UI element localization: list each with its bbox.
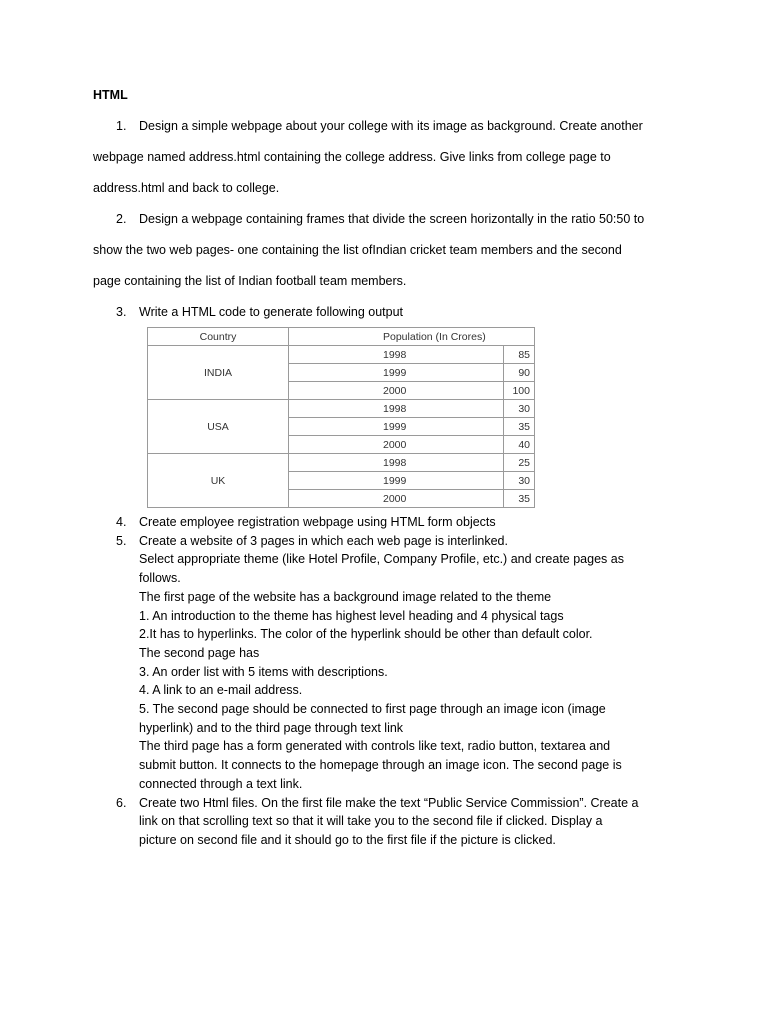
list-number: 3. — [116, 305, 127, 319]
list-text: Create two Html files. On the first file make the text “Public Service Commission”. Create a — [139, 795, 639, 810]
population-table — [147, 327, 535, 508]
list-text-line: 1. An introduction to the theme has highest level heading and 4 physical tags — [139, 608, 564, 623]
list-text-line: 3. An order list with 5 items with descriptions. — [139, 664, 388, 679]
value-cell: 40 — [504, 436, 535, 454]
year-cell: 2000 — [289, 490, 504, 508]
list-text-line: picture on second file and it should go to the first file if the picture is clicked. — [139, 832, 556, 847]
list-text: Create employee registration webpage using HTML form objects — [139, 515, 496, 529]
list-text-line: follows. — [139, 571, 181, 586]
table-row — [148, 454, 535, 472]
country-cell: INDIA — [148, 346, 289, 400]
list-text-line: 4. A link to an e-mail address. — [139, 683, 303, 698]
value-cell: 90 — [504, 364, 535, 382]
list-item — [93, 532, 693, 551]
country-cell: USA — [148, 400, 289, 454]
table-header-row — [148, 328, 535, 346]
country-cell: UK — [148, 454, 289, 508]
header-country: Country — [148, 328, 289, 346]
list-number: 1. — [116, 119, 127, 133]
list-text: Create a website of 3 pages in which each web page is interlinked. — [139, 533, 508, 548]
list-item — [93, 111, 693, 142]
value-cell: 30 — [504, 400, 535, 418]
year-cell: 1998 — [289, 400, 504, 418]
year-cell: 1999 — [289, 364, 504, 382]
list-text-line: 5. The second page should be connected to first page through an image icon (image — [139, 702, 606, 717]
value-cell: 30 — [504, 472, 535, 490]
list-text: Design a simple webpage about your college with its image as background. Create another — [139, 119, 643, 133]
list-text-line: submit button. It connects to the homepage through an image icon. The second page is — [139, 758, 622, 773]
list-number: 6. — [116, 795, 127, 810]
list-number: 5. — [116, 533, 127, 548]
tight-list — [93, 513, 693, 850]
list-text-line: The second page has — [139, 645, 260, 660]
list-text-line: connected through a text link. — [139, 776, 303, 791]
list-text-line: show the two web pages- one containing the list ofIndian cricket team members and the second — [93, 243, 622, 257]
list-text-line: page containing the list of Indian football team members. — [93, 274, 407, 288]
year-cell: 1998 — [289, 454, 504, 472]
year-cell: 1998 — [289, 346, 504, 364]
year-cell: 2000 — [289, 382, 504, 400]
list-item — [93, 794, 693, 813]
spaced-list — [93, 111, 693, 328]
value-cell: 85 — [504, 346, 535, 364]
list-item — [93, 513, 693, 532]
table-row — [148, 346, 535, 364]
list-item — [93, 204, 693, 235]
list-text: Design a webpage containing frames that divide the screen horizontally in the ratio 50:50 to — [139, 212, 645, 226]
value-cell: 25 — [504, 454, 535, 472]
list-number: 4. — [116, 515, 127, 529]
year-cell: 1999 — [289, 472, 504, 490]
list-text-line: webpage named address.html containing the college address. Give links from college page to — [93, 150, 611, 164]
list-text-line: The first page of the website has a background image related to the theme — [139, 589, 552, 604]
list-text-line: address.html and back to college. — [93, 181, 280, 195]
list-text-line: The third page has a form generated with controls like text, radio button, textarea and — [139, 739, 611, 754]
population-table-image — [147, 327, 535, 508]
value-cell: 100 — [504, 382, 535, 400]
list-text-line: link on that scrolling text so that it will take you to the second file if clicked. Display a — [139, 814, 603, 829]
list-item — [93, 297, 693, 328]
list-text: Write a HTML code to generate following output — [139, 305, 404, 319]
year-cell: 1999 — [289, 418, 504, 436]
list-number: 2. — [116, 212, 127, 226]
year-cell: 2000 — [289, 436, 504, 454]
list-text-line: Select appropriate theme (like Hotel Profile, Company Profile, etc.) and create pages as — [139, 552, 624, 567]
list-text-line: hyperlink) and to the third page through text link — [139, 720, 404, 735]
header-population: Population (In Crores) — [289, 328, 535, 346]
document-heading: HTML — [93, 88, 128, 102]
value-cell: 35 — [504, 490, 535, 508]
list-text-line: 2.It has to hyperlinks. The color of the hyperlink should be other than default color. — [139, 627, 593, 642]
table-row — [148, 400, 535, 418]
value-cell: 35 — [504, 418, 535, 436]
